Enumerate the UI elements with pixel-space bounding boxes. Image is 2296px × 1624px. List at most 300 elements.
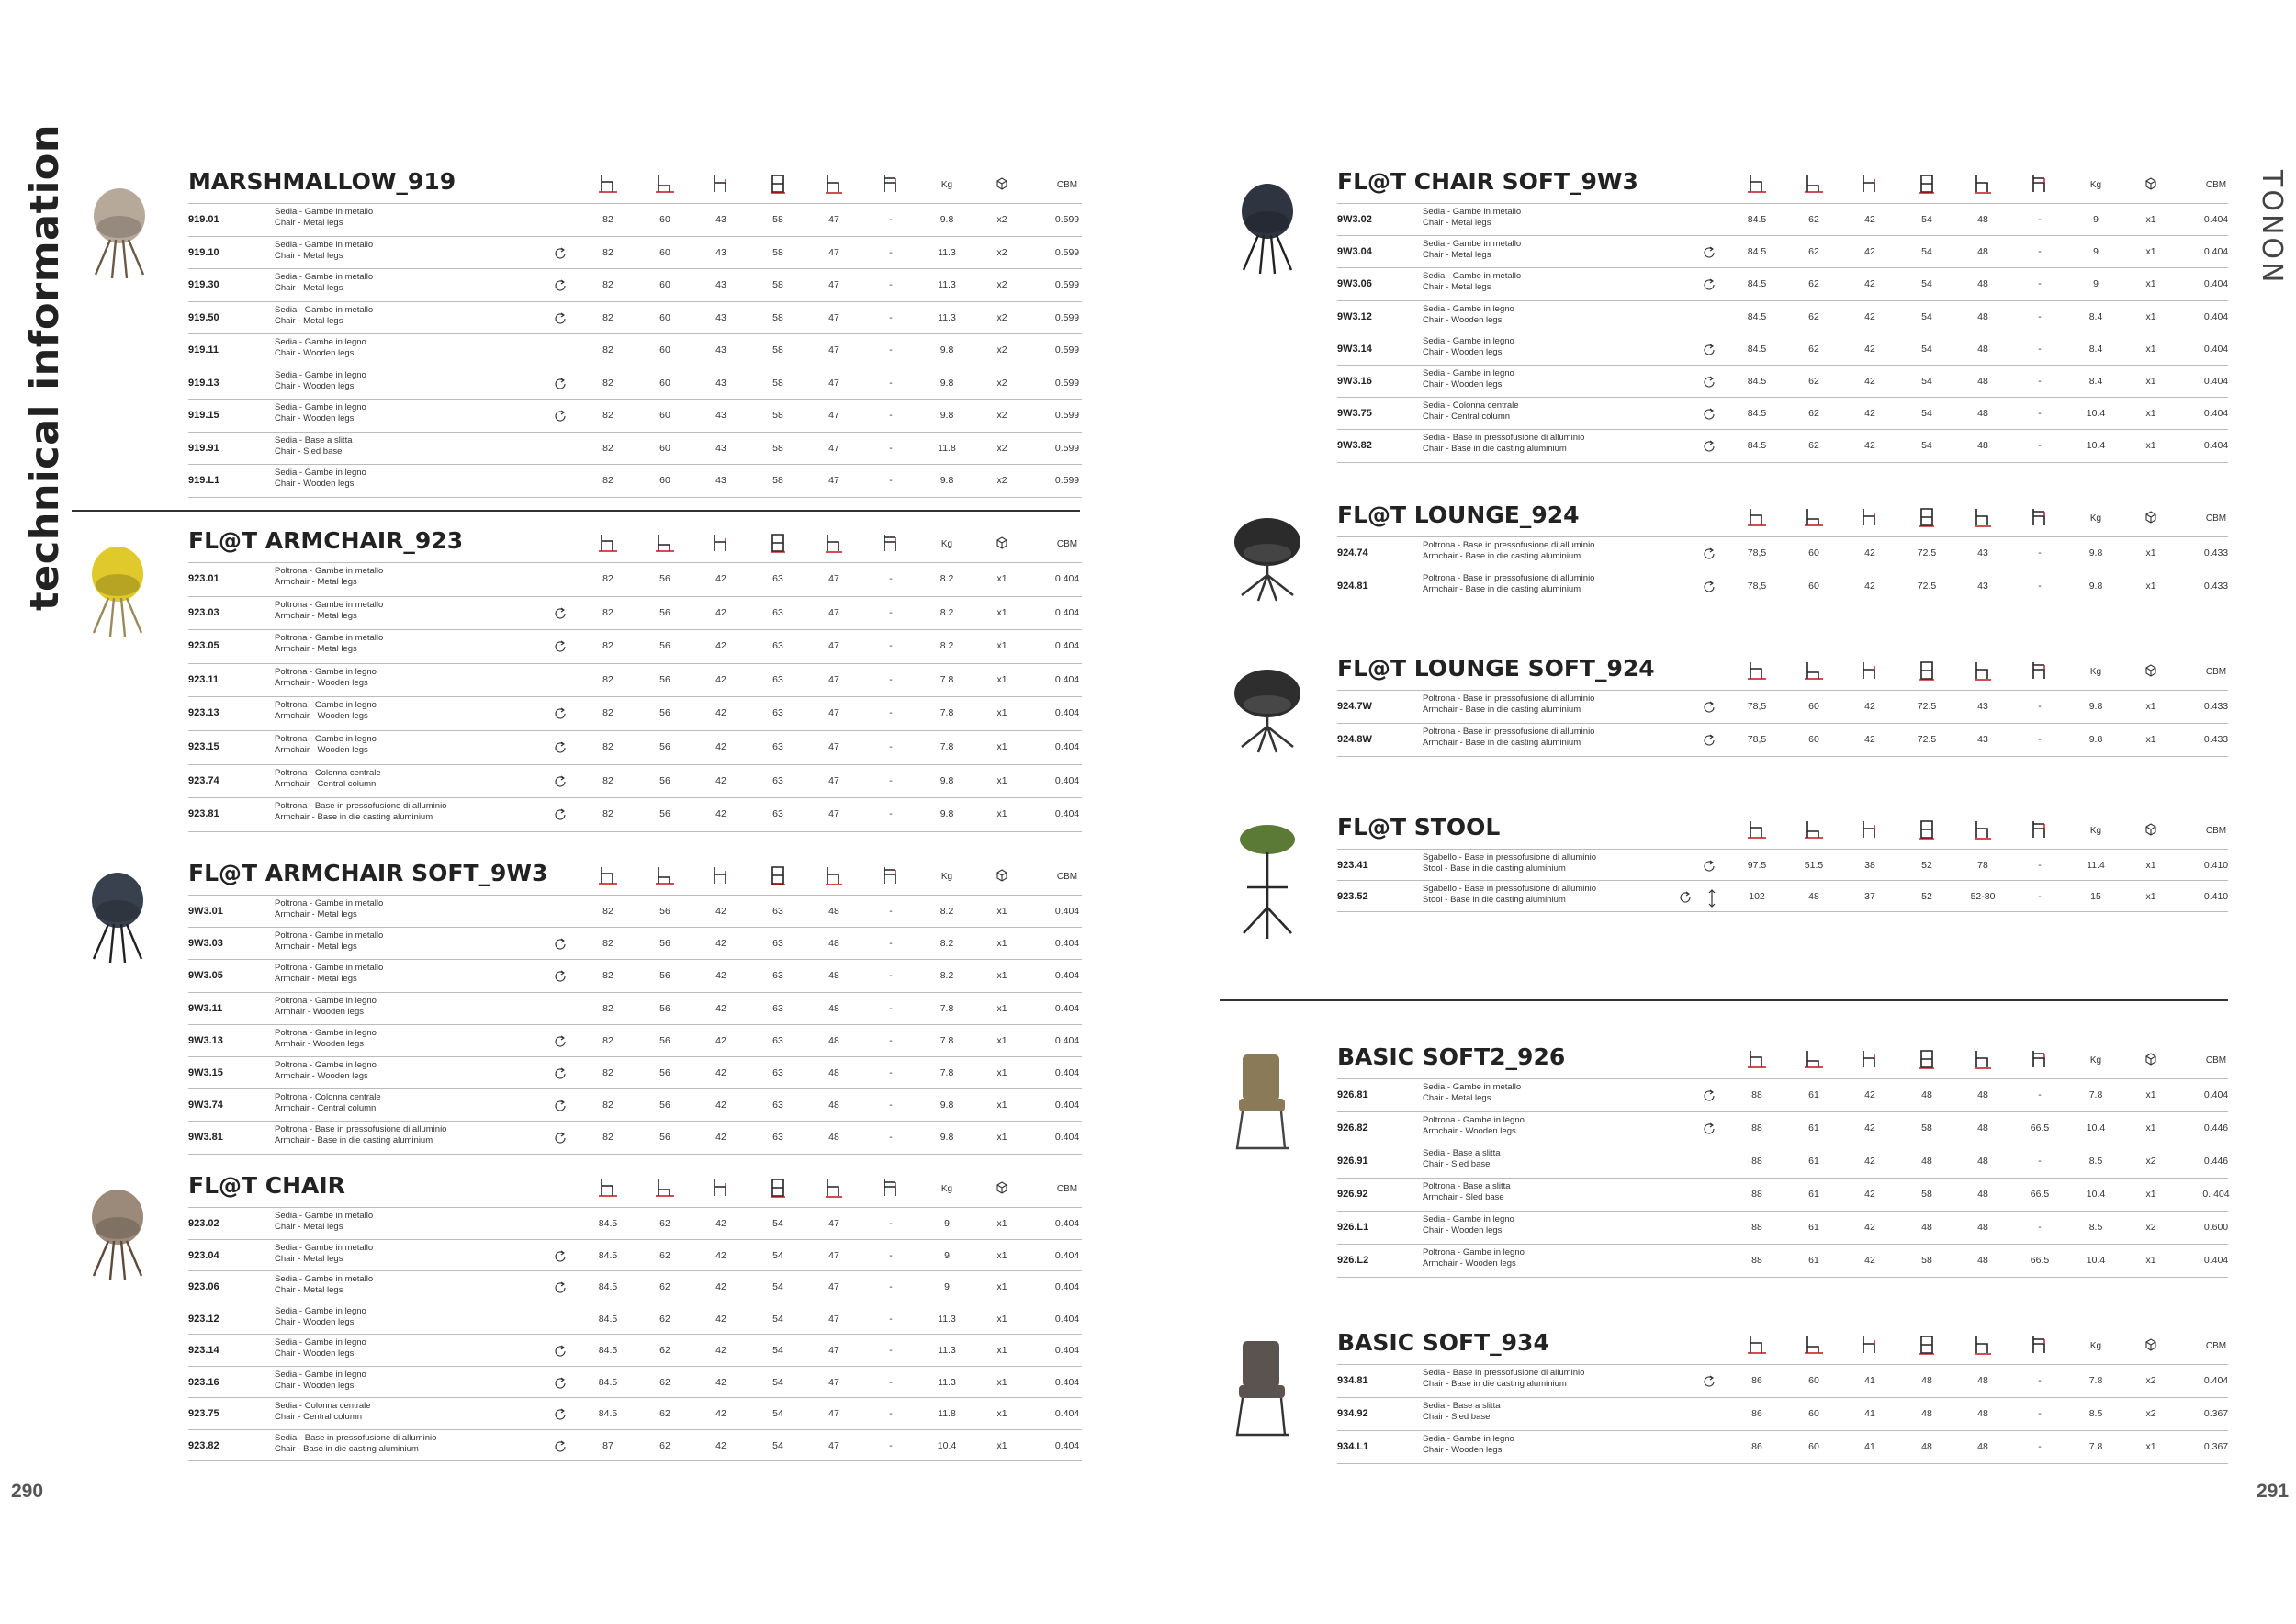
table-cell: 60 xyxy=(1808,1441,1819,1452)
table-row xyxy=(188,696,1082,729)
table-cell: 63 xyxy=(772,1100,783,1111)
table-cell: 11.3 xyxy=(938,1345,956,1356)
product-description: Sedia - Gambe in legno Chair - Wooden legs xyxy=(275,402,366,423)
arm-height-icon xyxy=(1860,174,1880,194)
section-title: BASIC SOFT_934 xyxy=(1337,1329,1549,1356)
swivel-icon xyxy=(1702,547,1716,561)
product-image-marshmallow-919 xyxy=(83,179,156,285)
table-cell: - xyxy=(889,1313,893,1325)
table-cell: 56 xyxy=(659,970,670,982)
table-cell: 0.367 xyxy=(2203,1441,2229,1452)
table-cell: 82 xyxy=(602,246,613,258)
table-cell: 48 xyxy=(1921,1441,1932,1452)
table-cell: - xyxy=(889,741,893,752)
table-cell: 0.404 xyxy=(1054,707,1080,719)
table-cell: 54 xyxy=(772,1345,783,1356)
table-cell: - xyxy=(889,1002,893,1014)
swivel-icon xyxy=(553,1099,568,1113)
table-cell: 56 xyxy=(659,741,670,752)
table-cell: x1 xyxy=(2145,246,2156,258)
table-cell: 84.5 xyxy=(1747,278,1767,290)
table-cell: 8.2 xyxy=(940,573,954,584)
table-cell: 47 xyxy=(828,673,839,685)
table-cell: 84.5 xyxy=(598,1249,618,1261)
swivel-icon xyxy=(553,278,568,293)
table-row xyxy=(188,464,1082,497)
table-cell: x1 xyxy=(2145,214,2156,225)
table-cell: 52 xyxy=(1921,860,1932,871)
table-cell: - xyxy=(2038,1408,2042,1419)
table-cell: x1 xyxy=(996,606,1007,618)
table-cell: - xyxy=(2038,547,2042,558)
table-row xyxy=(188,1207,1082,1240)
table-cell: x1 xyxy=(996,808,1007,820)
product-code: 919.91 xyxy=(188,442,219,454)
weight-label: Kg xyxy=(940,872,953,882)
product-description: Poltrona - Gambe in metallo Armchair - Metal legs xyxy=(275,566,384,587)
table-cell: 0.404 xyxy=(2203,1375,2229,1386)
table-cell: 82 xyxy=(602,1100,613,1111)
table-cell: 78,5 xyxy=(1747,547,1767,558)
height-icon xyxy=(1747,660,1767,681)
table-cell: 9 xyxy=(2093,278,2099,290)
table-cell: x1 xyxy=(996,774,1007,786)
product-code: 923.15 xyxy=(188,741,219,752)
product-code: 919.30 xyxy=(188,279,219,290)
table-cell: 60 xyxy=(659,410,670,421)
table-cell: 84.5 xyxy=(1747,376,1767,387)
table-cell: 42 xyxy=(1864,278,1875,290)
product-description: Sgabello - Base in pressofusione di alluminio Stool - Base in die casting aluminium xyxy=(1423,884,1597,905)
swivel-icon xyxy=(553,639,568,654)
armrest-height-icon xyxy=(2030,819,2050,840)
table-cell: 58 xyxy=(1921,1189,1932,1200)
table-cell: x2 xyxy=(996,311,1007,323)
product-description: Sedia - Gambe in legno Chair - Wooden legs xyxy=(1423,368,1514,389)
table-cell: 47 xyxy=(828,377,839,389)
width-icon xyxy=(1973,1049,1993,1069)
depth-icon xyxy=(768,1178,788,1198)
product-description: Poltrona - Base in pressofusione di alluminio Armchair - Base in die casting aluminium xyxy=(1423,540,1595,561)
table-cell: 54 xyxy=(1921,246,1932,258)
table-row xyxy=(188,1397,1082,1430)
package-icon xyxy=(994,175,1010,192)
table-cell: 48 xyxy=(1977,408,1988,420)
depth-icon xyxy=(1917,1049,1937,1069)
table-cell: 7.8 xyxy=(2088,1089,2103,1100)
table-cell: 0.599 xyxy=(1054,246,1080,258)
table-cell: 0.404 xyxy=(1054,1313,1080,1325)
table-cell: x2 xyxy=(996,475,1007,486)
page-number-right: 291 xyxy=(2257,1481,2290,1502)
table-cell: 63 xyxy=(772,741,783,752)
height-icon xyxy=(1747,1049,1767,1069)
product-description: Poltrona - Gambe in metallo Armchair - Metal legs xyxy=(275,963,384,985)
table-cell: 9.8 xyxy=(2088,734,2103,745)
table-cell: x1 xyxy=(2145,376,2156,387)
table-row xyxy=(1337,1364,2228,1397)
page-number-left: 290 xyxy=(11,1481,44,1502)
table-cell: 9 xyxy=(944,1249,950,1261)
table-cell: 0.404 xyxy=(2203,310,2229,322)
table-cell: 60 xyxy=(1808,581,1819,592)
armrest-height-icon xyxy=(2030,1335,2050,1355)
table-cell: 54 xyxy=(1921,343,1932,355)
table-cell: 56 xyxy=(659,673,670,685)
package-icon xyxy=(994,535,1010,551)
table-row xyxy=(188,367,1082,400)
table-cell: 0.404 xyxy=(1054,1249,1080,1261)
table-cell: 54 xyxy=(772,1313,783,1325)
table-cell: x1 xyxy=(996,938,1007,950)
table-row xyxy=(1337,880,2228,913)
table-cell: 84.5 xyxy=(1747,246,1767,258)
table-cell: - xyxy=(889,707,893,719)
seat-height-icon xyxy=(1804,660,1824,681)
width-icon xyxy=(824,533,844,553)
table-cell: 54 xyxy=(772,1218,783,1229)
table-cell: 0.446 xyxy=(2203,1122,2229,1133)
table-row xyxy=(188,1239,1082,1272)
armrest-height-icon xyxy=(881,1178,901,1198)
table-cell: 42 xyxy=(1864,581,1875,592)
table-cell: 0.404 xyxy=(1054,1002,1080,1014)
table-cell: 9 xyxy=(944,1218,950,1229)
table-cell: 0.404 xyxy=(1054,1439,1080,1451)
arm-height-icon xyxy=(1860,1335,1880,1355)
swivel-icon xyxy=(553,1407,568,1422)
table-row xyxy=(1337,1178,2228,1211)
table-cell: 84.5 xyxy=(598,1281,618,1292)
product-image-basic-soft-934 xyxy=(1226,1334,1300,1449)
table-cell: 42 xyxy=(715,1313,726,1325)
table-row xyxy=(1337,333,2228,366)
product-code: 926.81 xyxy=(1337,1089,1368,1100)
table-cell: 58 xyxy=(772,344,783,355)
table-cell: 0.404 xyxy=(2203,440,2229,452)
product-description: Sedia - Base a slitta Chair - Sled base xyxy=(1423,1148,1501,1169)
table-cell: 84.5 xyxy=(1747,310,1767,322)
table-cell: 58 xyxy=(772,475,783,486)
product-description: Sedia - Gambe in legno Chair - Wooden legs xyxy=(275,1305,366,1327)
cbm-label: CBM xyxy=(2205,1341,2227,1351)
table-cell: - xyxy=(889,906,893,917)
armrest-height-icon xyxy=(2030,174,2050,194)
product-code: 926.91 xyxy=(1337,1156,1368,1167)
table-row xyxy=(1337,1430,2228,1463)
product-code: 923.75 xyxy=(188,1408,219,1419)
table-cell: 48 xyxy=(1977,1408,1988,1419)
table-cell: 47 xyxy=(828,1376,839,1388)
table-cell: 42 xyxy=(1864,214,1875,225)
table-cell: 82 xyxy=(602,410,613,421)
table-cell: 43 xyxy=(1977,701,1988,712)
seat-height-icon xyxy=(655,865,675,885)
table-cell: - xyxy=(889,1408,893,1419)
swivel-icon xyxy=(553,937,568,952)
table-cell: x1 xyxy=(996,1249,1007,1261)
table-cell: 0.404 xyxy=(2203,1255,2229,1266)
table-cell: 48 xyxy=(1977,1375,1988,1386)
table-cell: 9.8 xyxy=(940,1132,954,1144)
table-cell: 42 xyxy=(1864,701,1875,712)
seat-height-icon xyxy=(655,1178,675,1198)
table-row xyxy=(188,1366,1082,1399)
table-row xyxy=(188,562,1082,595)
depth-icon xyxy=(1917,507,1937,527)
table-cell: 63 xyxy=(772,906,783,917)
table-cell: 82 xyxy=(602,1132,613,1144)
product-description: Sedia - Gambe in legno Chair - Wooden legs xyxy=(1423,335,1514,357)
height-icon xyxy=(598,533,618,553)
product-code: 919.15 xyxy=(188,410,219,421)
table-cell: - xyxy=(889,1249,893,1261)
table-cell: 72.5 xyxy=(1917,547,1937,558)
table-row xyxy=(188,797,1082,830)
table-cell: x1 xyxy=(996,1067,1007,1078)
table-cell: 11.3 xyxy=(938,279,956,290)
table-cell: 0.599 xyxy=(1054,344,1080,355)
weight-label: Kg xyxy=(2089,180,2102,190)
table-cell: x1 xyxy=(996,1132,1007,1144)
seat-height-icon xyxy=(1804,1049,1824,1069)
table-cell: 48 xyxy=(1921,1156,1932,1167)
table-cell: 9.8 xyxy=(2088,547,2103,558)
product-description: Poltrona - Base in pressofusione di alluminio Armchair - Base in die casting aluminium xyxy=(275,1124,447,1146)
table-cell: 62 xyxy=(1808,310,1819,322)
table-cell: x1 xyxy=(2145,1441,2156,1452)
table-cell: x1 xyxy=(996,1034,1007,1046)
table-row xyxy=(188,203,1082,236)
arm-height-icon xyxy=(711,174,731,194)
table-cell: 48 xyxy=(1977,1255,1988,1266)
product-image-fl-t-armchair-soft-9w3 xyxy=(81,863,154,969)
cbm-label: CBM xyxy=(1056,539,1078,549)
table-cell: 11.3 xyxy=(938,1376,956,1388)
table-cell: 62 xyxy=(1808,278,1819,290)
table-bottom-rule xyxy=(188,1460,1082,1461)
table-cell: 88 xyxy=(1751,1222,1762,1233)
table-cell: 48 xyxy=(1977,440,1988,452)
table-cell: 86 xyxy=(1751,1408,1762,1419)
table-cell: 0.599 xyxy=(1054,279,1080,290)
table-cell: 60 xyxy=(659,214,670,225)
table-cell: x1 xyxy=(2145,547,2156,558)
table-cell: - xyxy=(2038,440,2042,452)
product-code: 923.13 xyxy=(188,707,219,719)
table-cell: 63 xyxy=(772,673,783,685)
table-cell: - xyxy=(2038,734,2042,745)
product-code: 9W3.05 xyxy=(188,970,223,982)
cbm-label: CBM xyxy=(1056,180,1078,190)
table-cell: 82 xyxy=(602,442,613,454)
table-cell: 7.8 xyxy=(940,741,954,752)
table-cell: 48 xyxy=(1977,1441,1988,1452)
product-code: 923.03 xyxy=(188,606,219,618)
table-row xyxy=(188,1024,1082,1057)
product-description: Sedia - Gambe in metallo Chair - Metal legs xyxy=(275,272,374,293)
table-cell: 84.5 xyxy=(598,1218,618,1229)
table-cell: 8.4 xyxy=(2088,310,2103,322)
table-cell: 0.404 xyxy=(1054,673,1080,685)
product-code: 9W3.16 xyxy=(1337,376,1372,387)
table-cell: 56 xyxy=(659,573,670,584)
product-description: Sedia - Gambe in legno Chair - Wooden legs xyxy=(275,337,366,358)
table-cell: 72.5 xyxy=(1917,701,1937,712)
table-cell: 0. 404 xyxy=(2202,1189,2230,1200)
table-row xyxy=(1337,1078,2228,1111)
table-cell: 62 xyxy=(1808,408,1819,420)
table-cell: 10.4 xyxy=(2086,408,2106,420)
weight-label: Kg xyxy=(2089,667,2102,677)
product-description: Poltrona - Base in pressofusione di alluminio Armchair - Base in die casting aluminium xyxy=(1423,573,1595,594)
table-cell: 43 xyxy=(715,442,726,454)
table-row xyxy=(1337,570,2228,603)
table-cell: x1 xyxy=(996,1439,1007,1451)
table-row xyxy=(1337,397,2228,430)
product-code: 919.10 xyxy=(188,246,219,258)
table-cell: 0.404 xyxy=(2203,408,2229,420)
table-cell: 54 xyxy=(1921,214,1932,225)
table-cell: 42 xyxy=(715,1067,726,1078)
cbm-label: CBM xyxy=(2205,826,2227,836)
arm-height-icon xyxy=(1860,507,1880,527)
table-cell: 42 xyxy=(715,1034,726,1046)
cbm-label: CBM xyxy=(2205,667,2227,677)
table-cell: 9.8 xyxy=(2088,581,2103,592)
width-icon xyxy=(1973,819,1993,840)
arm-height-icon xyxy=(711,533,731,553)
table-cell: 0.404 xyxy=(1054,938,1080,950)
table-cell: x1 xyxy=(996,1313,1007,1325)
table-cell: 37 xyxy=(1864,891,1875,902)
table-cell: 62 xyxy=(659,1408,670,1419)
table-cell: 88 xyxy=(1751,1156,1762,1167)
section-title: FL@T STOOL xyxy=(1337,814,1501,840)
swivel-icon xyxy=(553,1439,568,1454)
table-cell: 41 xyxy=(1864,1375,1875,1386)
table-cell: 42 xyxy=(1864,734,1875,745)
table-cell: 82 xyxy=(602,808,613,820)
width-icon xyxy=(1973,660,1993,681)
table-bottom-rule xyxy=(1337,911,2228,912)
table-cell: - xyxy=(2038,891,2042,902)
table-cell: - xyxy=(2038,701,2042,712)
table-cell: 82 xyxy=(602,344,613,355)
section-title: FL@T LOUNGE_924 xyxy=(1337,502,1580,528)
product-code: 926.L2 xyxy=(1337,1255,1369,1266)
table-cell: 42 xyxy=(715,1281,726,1292)
product-image-fl-t-armchair-923 xyxy=(81,537,154,643)
table-cell: x1 xyxy=(2145,1189,2156,1200)
table-cell: x1 xyxy=(2145,310,2156,322)
table-cell: 7.8 xyxy=(940,707,954,719)
seat-height-icon xyxy=(1804,819,1824,840)
product-description: Sedia - Gambe in legno Chair - Wooden legs xyxy=(275,369,366,391)
table-cell: 61 xyxy=(1808,1122,1819,1133)
width-icon xyxy=(824,174,844,194)
table-cell: - xyxy=(889,246,893,258)
arm-height-icon xyxy=(711,1178,731,1198)
depth-icon xyxy=(768,865,788,885)
table-row xyxy=(188,663,1082,696)
brand-logo: TONON xyxy=(2256,170,2288,286)
table-cell: 60 xyxy=(1808,701,1819,712)
cbm-label: CBM xyxy=(2205,1055,2227,1066)
section-title: FL@T CHAIR xyxy=(188,1172,345,1199)
table-row xyxy=(188,1429,1082,1462)
product-description: Poltrona - Gambe in metallo Armchair - Metal legs xyxy=(275,930,384,953)
page-side-title: technical information xyxy=(22,124,68,611)
product-description: Poltrona - Gambe in legno Armhair - Wooden legs xyxy=(275,995,377,1017)
width-icon xyxy=(1973,174,1993,194)
table-cell: 102 xyxy=(1749,891,1765,902)
product-code: 923.14 xyxy=(188,1345,219,1356)
table-cell: x1 xyxy=(2145,440,2156,452)
table-cell: - xyxy=(889,377,893,389)
product-description: Poltrona - Gambe in metallo Armchair - Metal legs xyxy=(275,633,384,655)
table-row xyxy=(188,596,1082,629)
table-cell: 47 xyxy=(828,573,839,584)
table-cell: 82 xyxy=(602,774,613,786)
table-cell: 0.367 xyxy=(2203,1408,2229,1419)
section-title: FL@T ARMCHAIR SOFT_9W3 xyxy=(188,860,548,886)
table-cell: 47 xyxy=(828,214,839,225)
product-description: Sedia - Gambe in metallo Chair - Metal legs xyxy=(275,304,374,326)
table-cell: 7.8 xyxy=(940,1034,954,1046)
table-cell: 48 xyxy=(828,1132,839,1144)
gas-lift-icon xyxy=(1707,888,1716,908)
table-cell: 63 xyxy=(772,1132,783,1144)
product-image-fl-t-chair-soft-9w3 xyxy=(1231,175,1304,280)
table-cell: 82 xyxy=(602,741,613,752)
table-cell: 62 xyxy=(659,1313,670,1325)
product-description: Sedia - Gambe in legno Chair - Wooden legs xyxy=(1423,1214,1514,1235)
swivel-icon xyxy=(553,1131,568,1145)
table-cell: 84.5 xyxy=(1747,214,1767,225)
product-code: 924.7W xyxy=(1337,701,1372,712)
table-cell: 66.5 xyxy=(2030,1189,2050,1200)
table-cell: 60 xyxy=(659,344,670,355)
table-cell: 63 xyxy=(772,774,783,786)
height-icon xyxy=(1747,819,1767,840)
table-cell: 42 xyxy=(715,673,726,685)
weight-label: Kg xyxy=(2089,826,2102,836)
table-cell: 48 xyxy=(1977,1222,1988,1233)
table-cell: - xyxy=(2038,310,2042,322)
swivel-icon xyxy=(1702,1374,1716,1389)
swivel-icon xyxy=(553,1280,568,1295)
product-description: Poltrona - Gambe in legno Armhair - Wooden legs xyxy=(275,1027,377,1049)
cbm-label: CBM xyxy=(1056,872,1078,882)
table-cell: 87 xyxy=(602,1439,613,1451)
table-cell: 0.404 xyxy=(1054,1100,1080,1111)
table-cell: - xyxy=(2038,408,2042,420)
table-row xyxy=(1337,849,2228,882)
table-cell: 0.404 xyxy=(1054,970,1080,982)
cbm-label: CBM xyxy=(1056,1184,1078,1194)
table-cell: - xyxy=(889,279,893,290)
table-cell: 56 xyxy=(659,1034,670,1046)
table-cell: 82 xyxy=(602,1002,613,1014)
table-cell: x2 xyxy=(2145,1408,2156,1419)
table-cell: 42 xyxy=(1864,1122,1875,1133)
table-cell: - xyxy=(889,1132,893,1144)
table-cell: 43 xyxy=(1977,581,1988,592)
swivel-icon xyxy=(1702,733,1716,748)
table-row xyxy=(1337,429,2228,462)
swivel-icon xyxy=(553,1344,568,1359)
